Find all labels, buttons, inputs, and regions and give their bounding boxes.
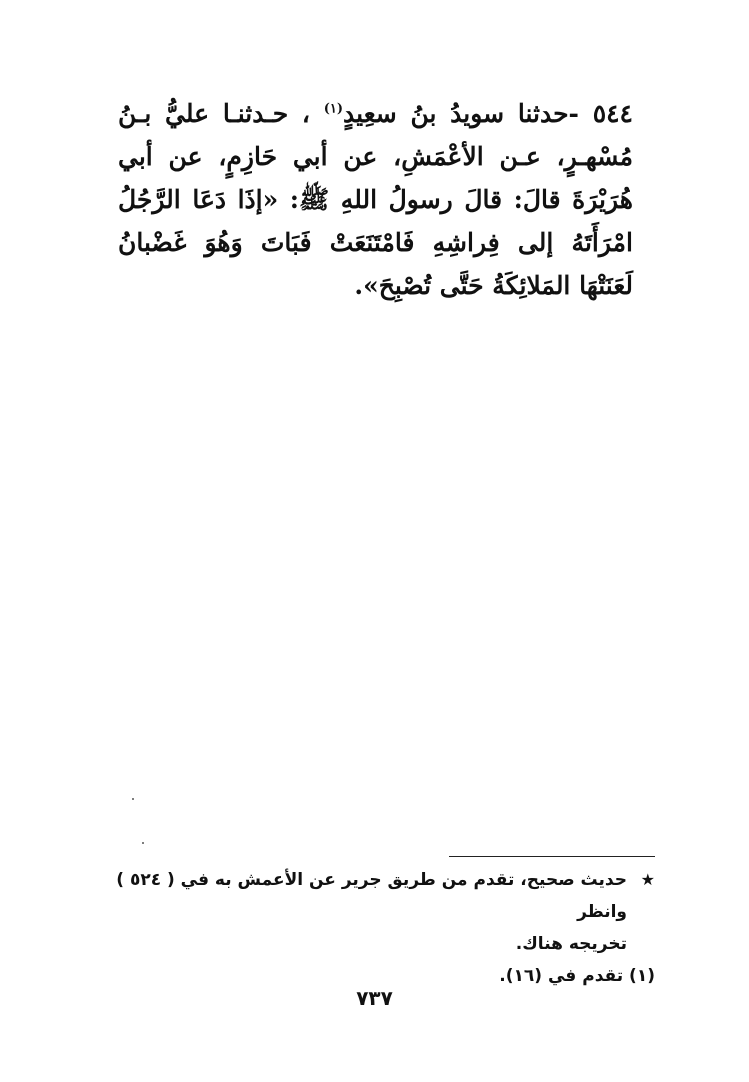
footnote-1: (١) تقدم في (١٦). (499, 966, 655, 986)
footnote-reference: (١) (323, 101, 344, 117)
scan-speck (142, 842, 144, 844)
hadith-number: ٥٤٤ (592, 99, 633, 128)
footnotes-section (115, 864, 655, 992)
footnote-star-text: حديث صحيح، تقدم من طريق جرير عن الأعمش به في ( ٥٢٤ ) وانظر (116, 870, 627, 922)
footnote-divider (449, 856, 655, 857)
footnote-star (115, 864, 655, 928)
star-icon: ★ (640, 870, 655, 889)
scan-speck (132, 798, 134, 800)
page-number: ٧٣٧ (356, 986, 393, 1010)
hadith-text-opening: -حدثنا سويدُ بنُ سعِيدٍ (343, 99, 579, 128)
footnote-star-continuation: تخريجه هناك. (515, 934, 627, 954)
hadith-text-body: ، حـدثنـا عليُّ بـنُ مُسْهـرٍ، عـن الأعْمَشِ، عن أبي حَازِمٍ، عن أبي هُرَيْرَةَ قالَ: قالَ رسولُ اللهِ ﷺ: «إذَا دَعَا الرَّجُلُ امْرَأَتَهُ إلى فِراشِهِ فَامْتَنَعَتْ فَبَاتَ وَهُوَ غَضْبانُ لَعَنَتْهَا المَلائِكَةُ حَتَّى تُصْبِحَ». (118, 99, 633, 300)
hadith-paragraph (118, 92, 633, 307)
